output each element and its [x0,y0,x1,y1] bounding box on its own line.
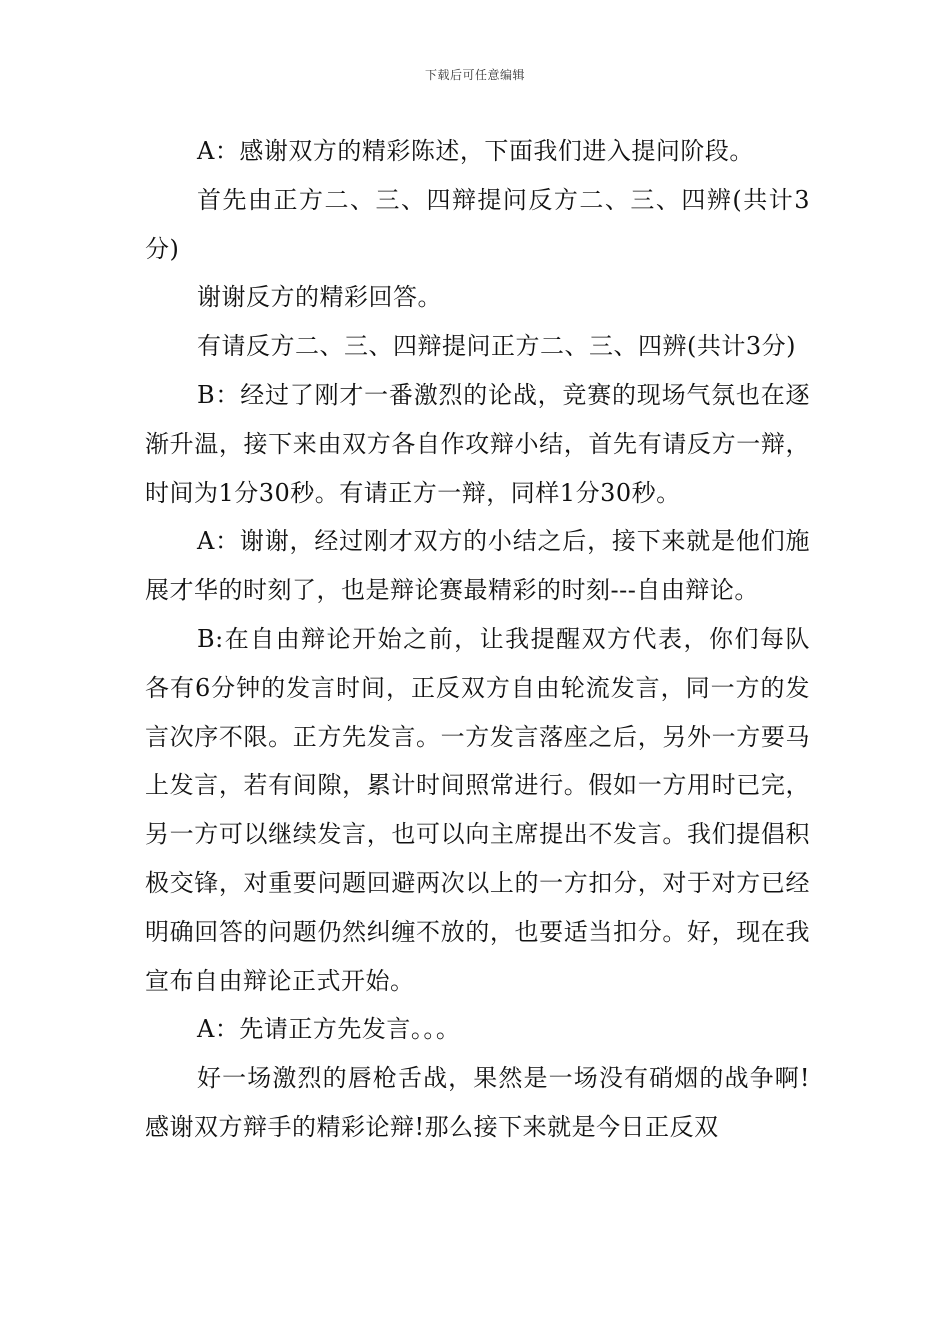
paragraph: 好一场激烈的唇枪舌战，果然是一场没有硝烟的战争啊!感谢双方辩手的精彩论辩!那么接下来就是今日正反双 [145,1064,810,1141]
paragraph: A：感谢双方的精彩陈述，下面我们进入提问阶段。 [197,137,754,165]
page-header: 下载后可任意编辑 [424,68,525,82]
paragraph: 首先由正方二、三、四辩提问反方二、三、四辨(共计3分) [145,185,810,263]
document-body [145,127,810,1152]
paragraph: B:在自由辩论开始之前，让我提醒双方代表，你们每队各有6分钟的发言时间，正反双方自由轮流发言，同一方的发言次序不限。正方先发言。一方发言落座之后，另外一方要马上发言，若有间隙，累计时间照常进行。假如一方用时已完，另一方可以继续发言，也可以向主席提出不发言。我们提倡积极交锋，对重要问题回避两次以上的一方扣分，对于对方已经明确回答的问题仍然纠缠不放的，也要适当扣分。好，现在我宣布自由辩论正式开始。 [145,624,810,995]
paragraph: A：先请正方先发言。。。 [197,1015,461,1044]
paragraph: A：谢谢，经过刚才双方的小结之后，接下来就是他们施展才华的时刻了，也是辩论赛最精彩的时刻---自由辩论。 [145,527,810,605]
paragraph: B：经过了刚才一番激烈的论战，竞赛的现场气氛也在逐渐升温，接下来由双方各自作攻辩小结，首先有请反方一辩，时间为1分30秒。有请正方一辩，同样1分30秒。 [145,380,810,507]
paragraph: 有请反方二、三、四辩提问正方二、三、四辨(共计3分) [197,332,796,361]
paragraph: 谢谢反方的精彩回答。 [197,283,442,312]
